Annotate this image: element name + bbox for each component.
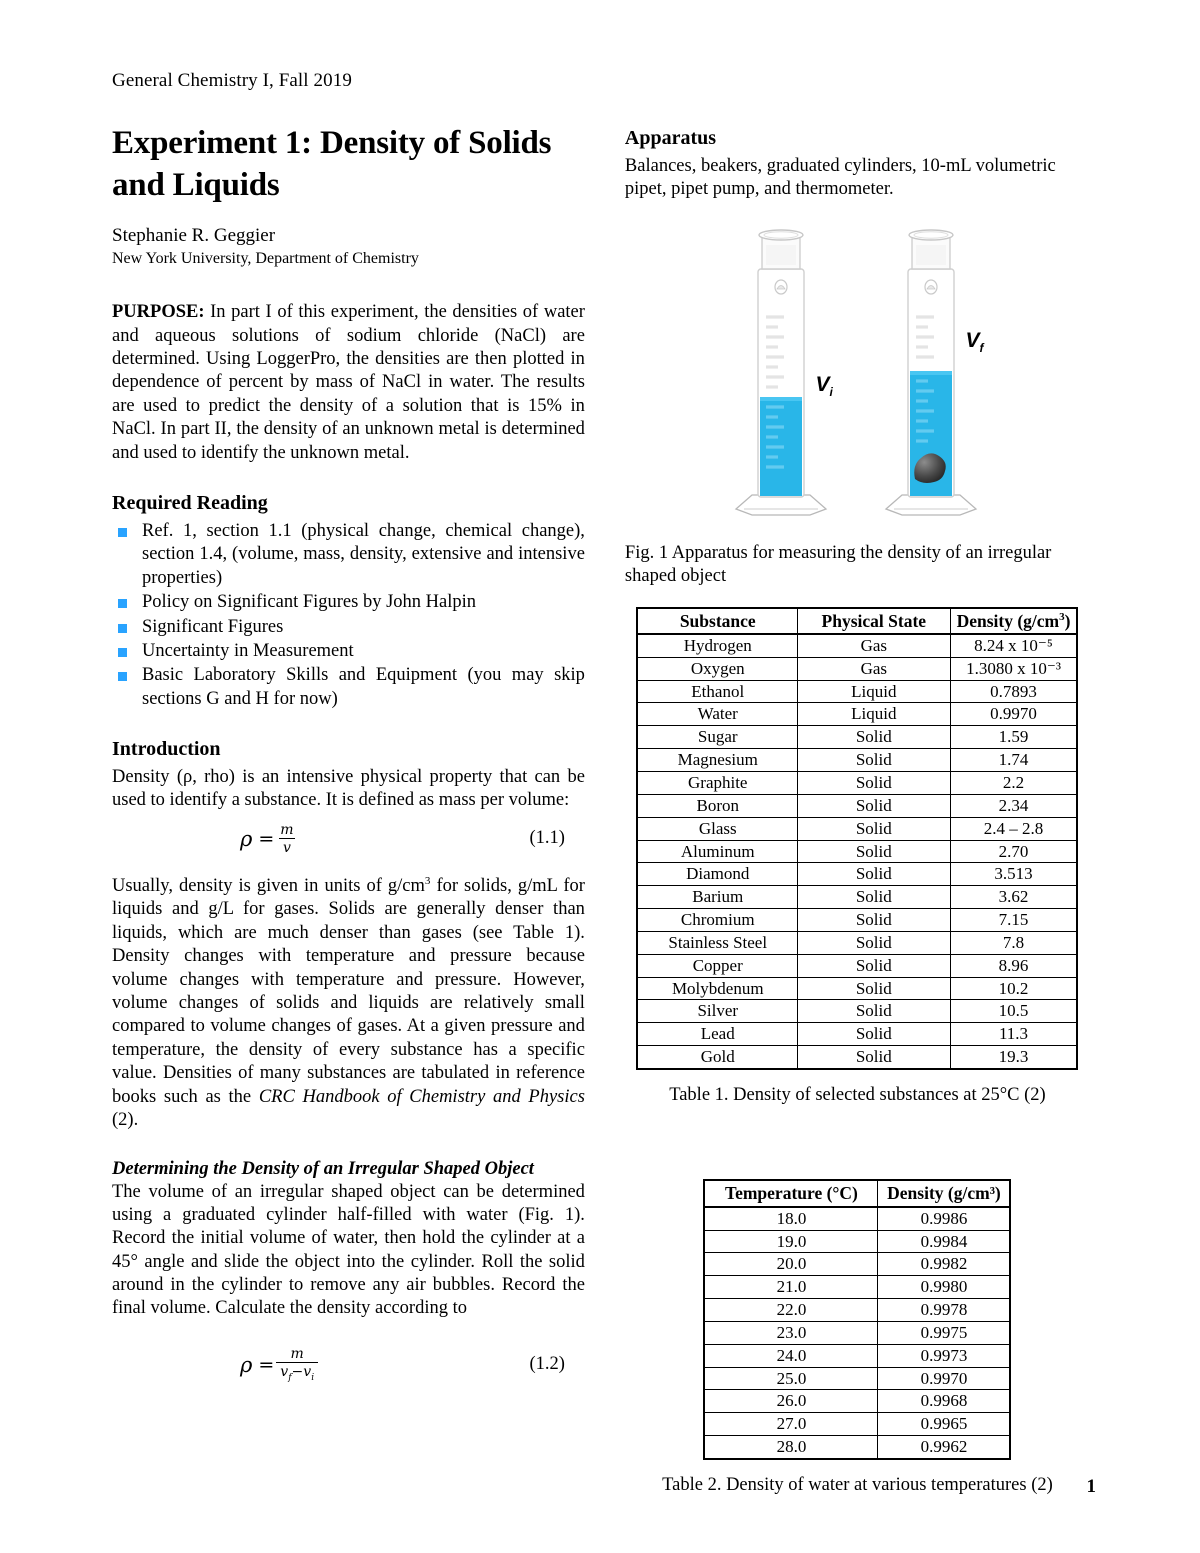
table-row [704,1390,1010,1413]
cell-density: 1.74 [950,749,1077,772]
cell-density: 0.9978 [878,1299,1011,1322]
bullet-square-icon [118,648,127,657]
bullet-square-icon [118,672,127,681]
intro-p2-part-a: Usually, density is given in units of g/cm [112,876,425,897]
cell-temperature: 23.0 [704,1321,878,1344]
cell-state: Solid [798,863,951,886]
cell-density: 7.8 [950,931,1077,954]
table-row [704,1230,1010,1253]
table-row [637,634,1077,657]
cell-temperature: 18.0 [704,1207,878,1230]
cell-density: 8.24 x 10⁻⁵ [950,634,1077,657]
bullet-square-icon [118,528,127,537]
cell-state: Solid [798,909,951,932]
cell-temperature: 20.0 [704,1253,878,1276]
table-row [637,817,1077,840]
equation-fraction [276,1347,318,1383]
cell-substance: Silver [637,1000,797,1023]
cell-density: 0.9968 [878,1390,1011,1413]
table-1-head [637,608,1077,634]
left-column [112,122,585,1497]
cell-density: 0.9984 [878,1230,1011,1253]
table-row [637,840,1077,863]
cell-state: Solid [798,977,951,1000]
cell-state: Liquid [798,703,951,726]
cell-density: 7.15 [950,909,1077,932]
table-header-row [704,1180,1010,1206]
den-v-initial: v [303,1363,312,1380]
table-row [704,1299,1010,1322]
cell-substance: Copper [637,954,797,977]
cell-substance: Graphite [637,772,797,795]
right-column [625,122,1090,1497]
cell-density: 2.70 [950,840,1077,863]
table-2-caption: Table 2. Density of water at various temperatures (2) [662,1475,1053,1496]
cell-substance: Aluminum [637,840,797,863]
table-row [637,1046,1077,1069]
cell-density: 10.2 [950,977,1077,1000]
equation-1-1 [112,823,585,855]
table-2-density-water [703,1179,1011,1460]
table-1-col-physical-state: Physical State [798,608,951,634]
equation-equals-sign: = [258,827,275,850]
equation-1-1-body [240,823,300,855]
cell-density: 2.34 [950,794,1077,817]
table-2-head [704,1180,1010,1206]
cell-density: 0.9970 [878,1367,1011,1390]
equation-1-2-body [240,1347,320,1383]
den-sub-initial: i [311,1372,315,1383]
table-row [637,703,1077,726]
purpose-paragraph [112,301,585,465]
intro-p2-book-title: CRC Handbook of Chemistry and Physics [258,1086,585,1107]
page-title: Experiment 1: Density of Solids and Liquids [112,125,552,204]
cell-substance: Hydrogen [637,634,797,657]
equation-rho-symbol: ρ [240,1352,253,1377]
table-row [704,1253,1010,1276]
cell-density: 2.2 [950,772,1077,795]
cell-substance: Ethanol [637,680,797,703]
volume-initial-letter: V [815,372,830,396]
table-row [637,977,1077,1000]
figure-1-caption: Fig. 1 Apparatus for measuring the density of an irregular shaped object [624,542,1052,587]
introduction-paragraph-2 [112,875,585,1132]
cell-density: 1.3080 x 10⁻³ [950,657,1077,680]
table-1-col-density [950,608,1077,634]
cell-substance: Magnesium [637,749,797,772]
required-reading-list [112,520,585,711]
cell-density: 2.4 – 2.8 [950,817,1077,840]
cell-temperature: 26.0 [704,1390,878,1413]
cell-temperature: 27.0 [704,1413,878,1436]
table-row [637,863,1077,886]
cell-substance: Molybdenum [637,977,797,1000]
cell-density: 19.3 [950,1046,1077,1069]
equation-equals-sign: = [258,1353,275,1376]
table-row [637,772,1077,795]
intro-p2-part-c: (2). [112,1109,139,1130]
cell-state: Solid [798,772,951,795]
table-row [637,680,1077,703]
cell-state: Solid [798,1000,951,1023]
table-1-caption: Table 1. Density of selected substances at 25°C (2) [669,1084,1046,1105]
cell-temperature: 25.0 [704,1367,878,1390]
cell-state: Gas [798,657,951,680]
graduated-cylinder-initial [722,221,842,526]
cell-density: 3.513 [950,863,1077,886]
den-minus: − [291,1363,304,1380]
table-row [637,794,1077,817]
cell-density: 0.9980 [878,1276,1011,1299]
cell-state: Solid [798,1023,951,1046]
table-row [704,1413,1010,1436]
cell-state: Solid [798,840,951,863]
table-1-density-base: Density (g/cm [956,610,1060,631]
table-row [637,749,1077,772]
page-number: 1 [1086,1476,1096,1497]
table-2-col-density: Density (g/cm³) [878,1180,1011,1206]
bullet-square-icon [118,599,127,608]
purpose-label: PURPOSE: [112,302,205,323]
table-row [637,1000,1077,1023]
volume-initial-label [815,373,832,399]
equation-1-2 [112,1347,585,1383]
cell-substance: Diamond [637,863,797,886]
volume-final-label [965,329,983,355]
cell-substance: Lead [637,1023,797,1046]
cell-substance: Gold [637,1046,797,1069]
introduction-heading: Introduction [112,738,221,761]
graduated-cylinder-final [872,221,992,526]
cell-state: Liquid [798,680,951,703]
list-item-label: Ref. 1, section 1.1 (physical change, chemical change), section 1.4, (volume, mass, density, extensive and intensive properties) [142,520,585,588]
cell-state: Gas [798,634,951,657]
cell-temperature: 21.0 [704,1276,878,1299]
list-item-label: Basic Laboratory Skills and Equipment (you may skip sections G and H for now) [142,665,585,709]
cell-state: Solid [798,931,951,954]
graduated-cylinder-final-svg [872,221,992,521]
purpose-text: In part I of this experiment, the densities of water and aqueous solutions of sodium chloride (NaCl) are determined. Using LoggerPro, the densities are then plotted in dependence of percent by mass of NaCl in water. The results are used to predict the density of a solution that is 15% in NaCl. In part II, the density of an unknown metal is determined and used to identify the unknown metal. [112,302,585,463]
two-column-layout [112,122,1090,1497]
equation-rho-symbol: ρ [240,826,253,851]
cell-substance: Oxygen [637,657,797,680]
list-item-label: Policy on Significant Figures by John Halpin [142,592,477,613]
volume-final-subscript: f [979,340,984,355]
equation-1-1-number: (1.1) [529,828,565,849]
running-head: General Chemistry I, Fall 2019 [112,70,352,91]
cell-temperature: 19.0 [704,1230,878,1253]
table-1-density-sup: 3 [1059,610,1065,623]
volume-final-letter: V [965,328,980,352]
cell-substance: Glass [637,817,797,840]
list-item [112,520,585,590]
cell-density: 0.9965 [878,1413,1011,1436]
equation-denominator: v [279,838,295,855]
den-sub-final: f [288,1372,292,1383]
table-row [637,909,1077,932]
cell-substance: Boron [637,794,797,817]
list-item [112,664,585,711]
equation-1-2-number: (1.2) [529,1354,565,1375]
table-row [704,1276,1010,1299]
author-name: Stephanie R. Geggier [112,225,276,247]
volume-initial-subscript: i [829,384,833,399]
list-item [112,591,585,614]
table-row [704,1367,1010,1390]
table-row [637,1023,1077,1046]
apparatus-figure [625,226,1090,526]
cell-substance: Water [637,703,797,726]
apparatus-heading: Apparatus [624,127,717,149]
table-1-col-substance: Substance [637,608,797,634]
table-2-block [625,1179,1090,1497]
table-row [704,1436,1010,1459]
table-2-col-temperature: Temperature (°C) [704,1180,878,1206]
cell-density: 11.3 [950,1023,1077,1046]
equation-numerator: m [290,1345,304,1362]
cell-density: 0.9975 [878,1321,1011,1344]
list-item-label: Significant Figures [142,616,284,637]
table-row [704,1207,1010,1230]
list-item [112,640,585,663]
table-row [637,954,1077,977]
purpose-section [112,301,585,465]
equation-fraction [276,823,297,855]
cell-substance: Barium [637,886,797,909]
cell-temperature: 24.0 [704,1344,878,1367]
intro-p2-superscript: 3 [424,874,431,887]
intro-p2-part-b: for solids, g/mL for liquids and g/L for gases. Solids are generally denser than liquids, which are much denser than gases (see Table 1). Density changes with temperature and pressure because volume changes with temperature and pressure. However, volume changes of solids and liquids are relatively small compared to volume changes of gases. At a given pressure and temperature, the density of every substance has a specific value. Densities of many substances are tabulated in reference books such as the [112,876,585,1107]
table-1-density-substances [636,607,1078,1070]
table-row [704,1344,1010,1367]
cell-state: Solid [798,794,951,817]
cell-state: Solid [798,726,951,749]
cell-density: 1.59 [950,726,1077,749]
cell-density: 8.96 [950,954,1077,977]
cell-density: 0.9962 [878,1436,1011,1459]
equation-numerator: m [280,821,294,838]
table-header-row [637,608,1077,634]
cell-temperature: 28.0 [704,1436,878,1459]
table-1-density-close: ) [1064,610,1071,631]
cell-temperature: 22.0 [704,1299,878,1322]
cell-density: 0.9973 [878,1344,1011,1367]
cell-density: 0.9970 [950,703,1077,726]
den-v-final: v [280,1363,289,1380]
cell-state: Solid [798,886,951,909]
cell-density: 3.62 [950,886,1077,909]
table-row [637,657,1077,680]
cell-substance: Chromium [637,909,797,932]
author-affiliation: New York University, Department of Chemistry [112,250,419,268]
cell-substance: Sugar [637,726,797,749]
table-row [637,886,1077,909]
cell-state: Solid [798,1046,951,1069]
cell-density: 10.5 [950,1000,1077,1023]
cell-state: Solid [798,749,951,772]
table-row [637,931,1077,954]
determining-density-paragraph: The volume of an irregular shaped object can be determined using a graduated cylinder half-filled with water (Fig. 1). Record the initial volume of water, then hold the cylinder at a 45° angle and slide the object into the cylinder. Roll the solid around in the cylinder to remove any air bubbles. Record the final volume. Calculate the density according to [112,1181,585,1319]
determining-density-heading: Determining the Density of an Irregular Shaped Object [112,1159,534,1180]
bullet-square-icon [118,624,127,633]
cell-state: Solid [798,817,951,840]
apparatus-paragraph: Balances, beakers, graduated cylinders, 10-mL volumetric pipet, pipet pump, and thermometer. [624,156,1056,200]
table-row [704,1321,1010,1344]
cell-density: 0.7893 [950,680,1077,703]
list-item [112,616,585,639]
cell-state: Solid [798,954,951,977]
cell-substance: Stainless Steel [637,931,797,954]
table-2-body [704,1207,1010,1459]
table-row [637,726,1077,749]
cell-density: 0.9982 [878,1253,1011,1276]
equation-denominator [276,1362,318,1383]
table-1-body [637,634,1077,1069]
cell-density: 0.9986 [878,1207,1011,1230]
required-reading-heading: Required Reading [112,491,268,514]
list-item-label: Uncertainty in Measurement [142,640,354,661]
introduction-paragraph-1: Density (ρ, rho) is an intensive physical property that can be used to identify a substance. It is defined as mass per volume: [112,767,585,811]
graduated-cylinder-initial-svg [722,221,842,521]
